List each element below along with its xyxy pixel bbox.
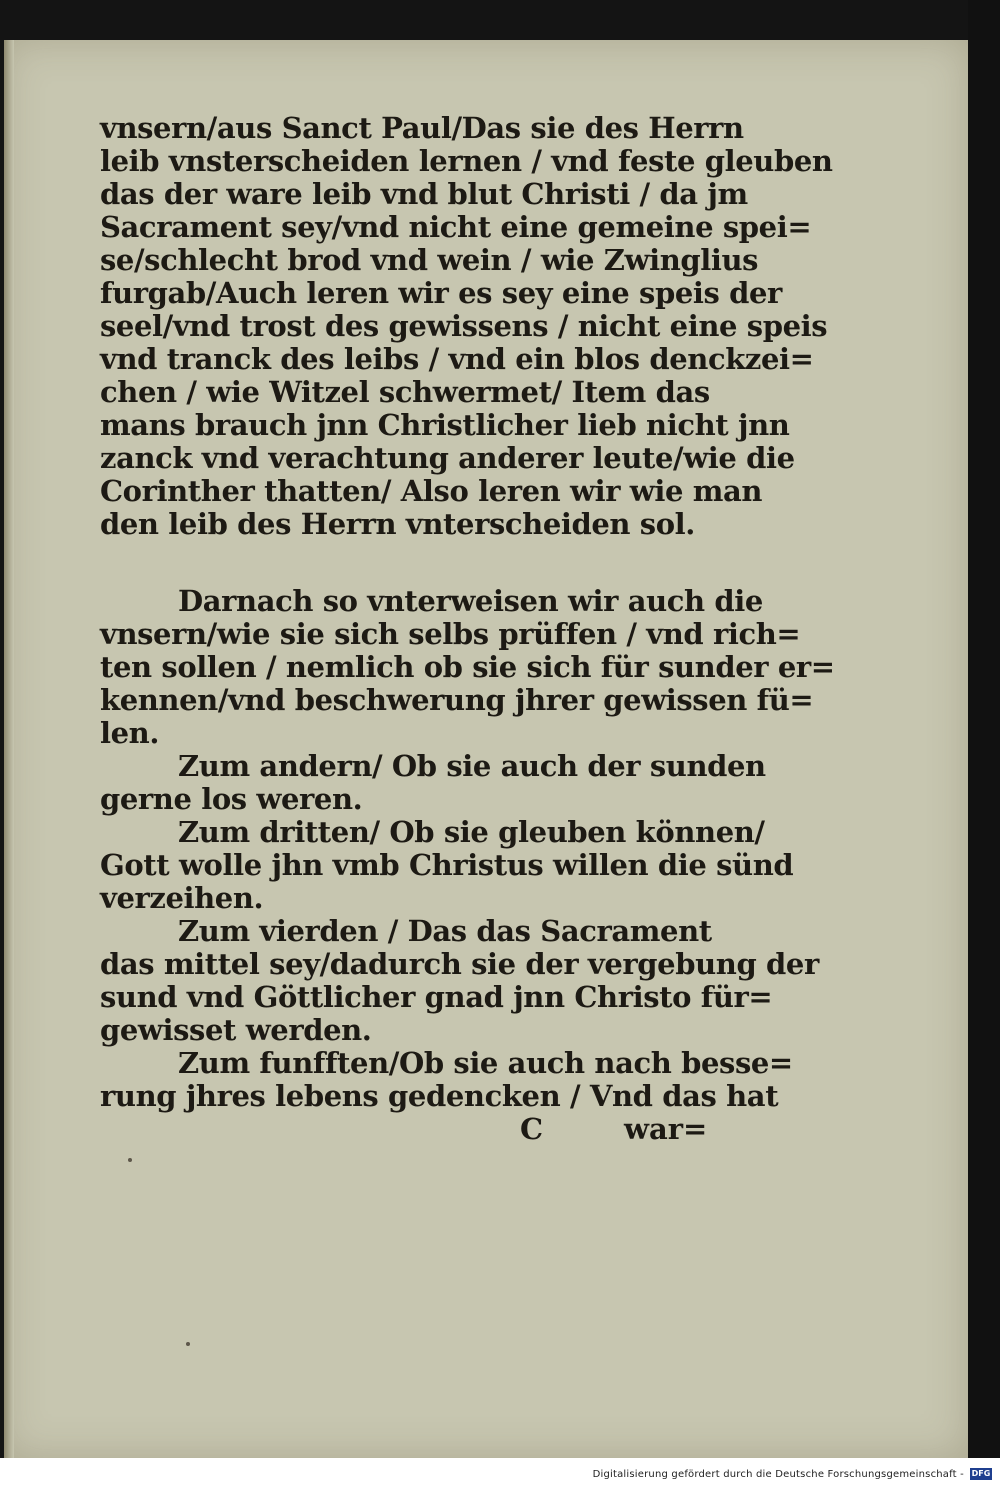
text-line: Zum funfften/Ob sie auch nach besse= [178,1046,793,1080]
text-line: ten sollen / nemlich ob sie sich für sunder er= [100,650,835,684]
paragraph-gap [100,541,704,585]
text-line: vnsern/wie sie sich selbs prüffen / vnd rich= [100,617,801,651]
text-line: verzeihen. [100,881,264,915]
text-line: chen / wie Witzel schwermet/ Item das [100,375,710,409]
text-line: zanck vnd verachtung anderer leute/wie die [100,441,795,475]
scan-right-edge [968,0,1000,1460]
paper-speck [186,1342,190,1346]
text-line: gewisset werden. [100,1013,372,1047]
page-gutter [4,40,14,1458]
text-line: se/schlecht brod vnd wein / wie Zwinglius [100,243,759,277]
text-line: Zum dritten/ Ob sie gleuben können/ [178,815,765,849]
text-line: gerne los weren. [100,782,363,816]
text-line: kennen/vnd beschwerung jhrer gewissen fü= [100,683,814,717]
text-line: Corinther thatten/ Also leren wir wie man [100,474,763,508]
paragraph-2 [100,584,835,1113]
dfg-logo: DFG [971,1469,991,1478]
page-text [100,111,835,1146]
text-line: Darnach so vnterweisen wir auch die [178,584,763,618]
text-line: Zum andern/ Ob sie auch der sunden [178,749,766,783]
text-line: das mittel sey/dadurch sie der vergebung der [100,947,819,981]
paper-speck [128,1158,132,1162]
text-line: mans brauch jnn Christlicher lieb nicht jnn [100,408,790,442]
text-line: seel/vnd trost des gewissens / nicht eine speis [100,309,828,343]
text-line: das der ware leib vnd blut Christi / da jm [100,177,748,211]
text-line: furgab/Auch leren wir es sey eine speis der [100,276,782,310]
page-footer-line [100,1112,708,1146]
dfg-credit-text: Digitalisierung gefördert durch die Deutsche Forschungsgemeinschaft - [592,1469,964,1480]
paragraph-1 [100,111,833,541]
signature-mark: C [520,1112,544,1146]
text-line: vnsern/aus Sanct Paul/Das sie des Herrn [100,111,744,145]
text-line: rung jhres lebens gedencken / Vnd das hat [100,1079,779,1113]
text-line: sund vnd Göttlicher gnad jnn Christo für= [100,980,773,1014]
scan-top-edge [0,0,1000,40]
text-line: Sacrament sey/vnd nicht eine gemeine spei= [100,210,812,244]
text-line: len. [100,716,160,750]
text-line: den leib des Herrn vnterscheiden sol. [100,507,695,541]
text-line: Zum vierden / Das das Sacrament [178,914,712,948]
catchword: war= [624,1112,708,1146]
text-line: Gott wolle jhn vmb Christus willen die sünd [100,848,794,882]
text-line: vnd tranck des leibs / vnd ein blos denckzei= [100,342,814,376]
text-line: leib vnsterscheiden lernen / vnd feste gleuben [100,144,833,178]
